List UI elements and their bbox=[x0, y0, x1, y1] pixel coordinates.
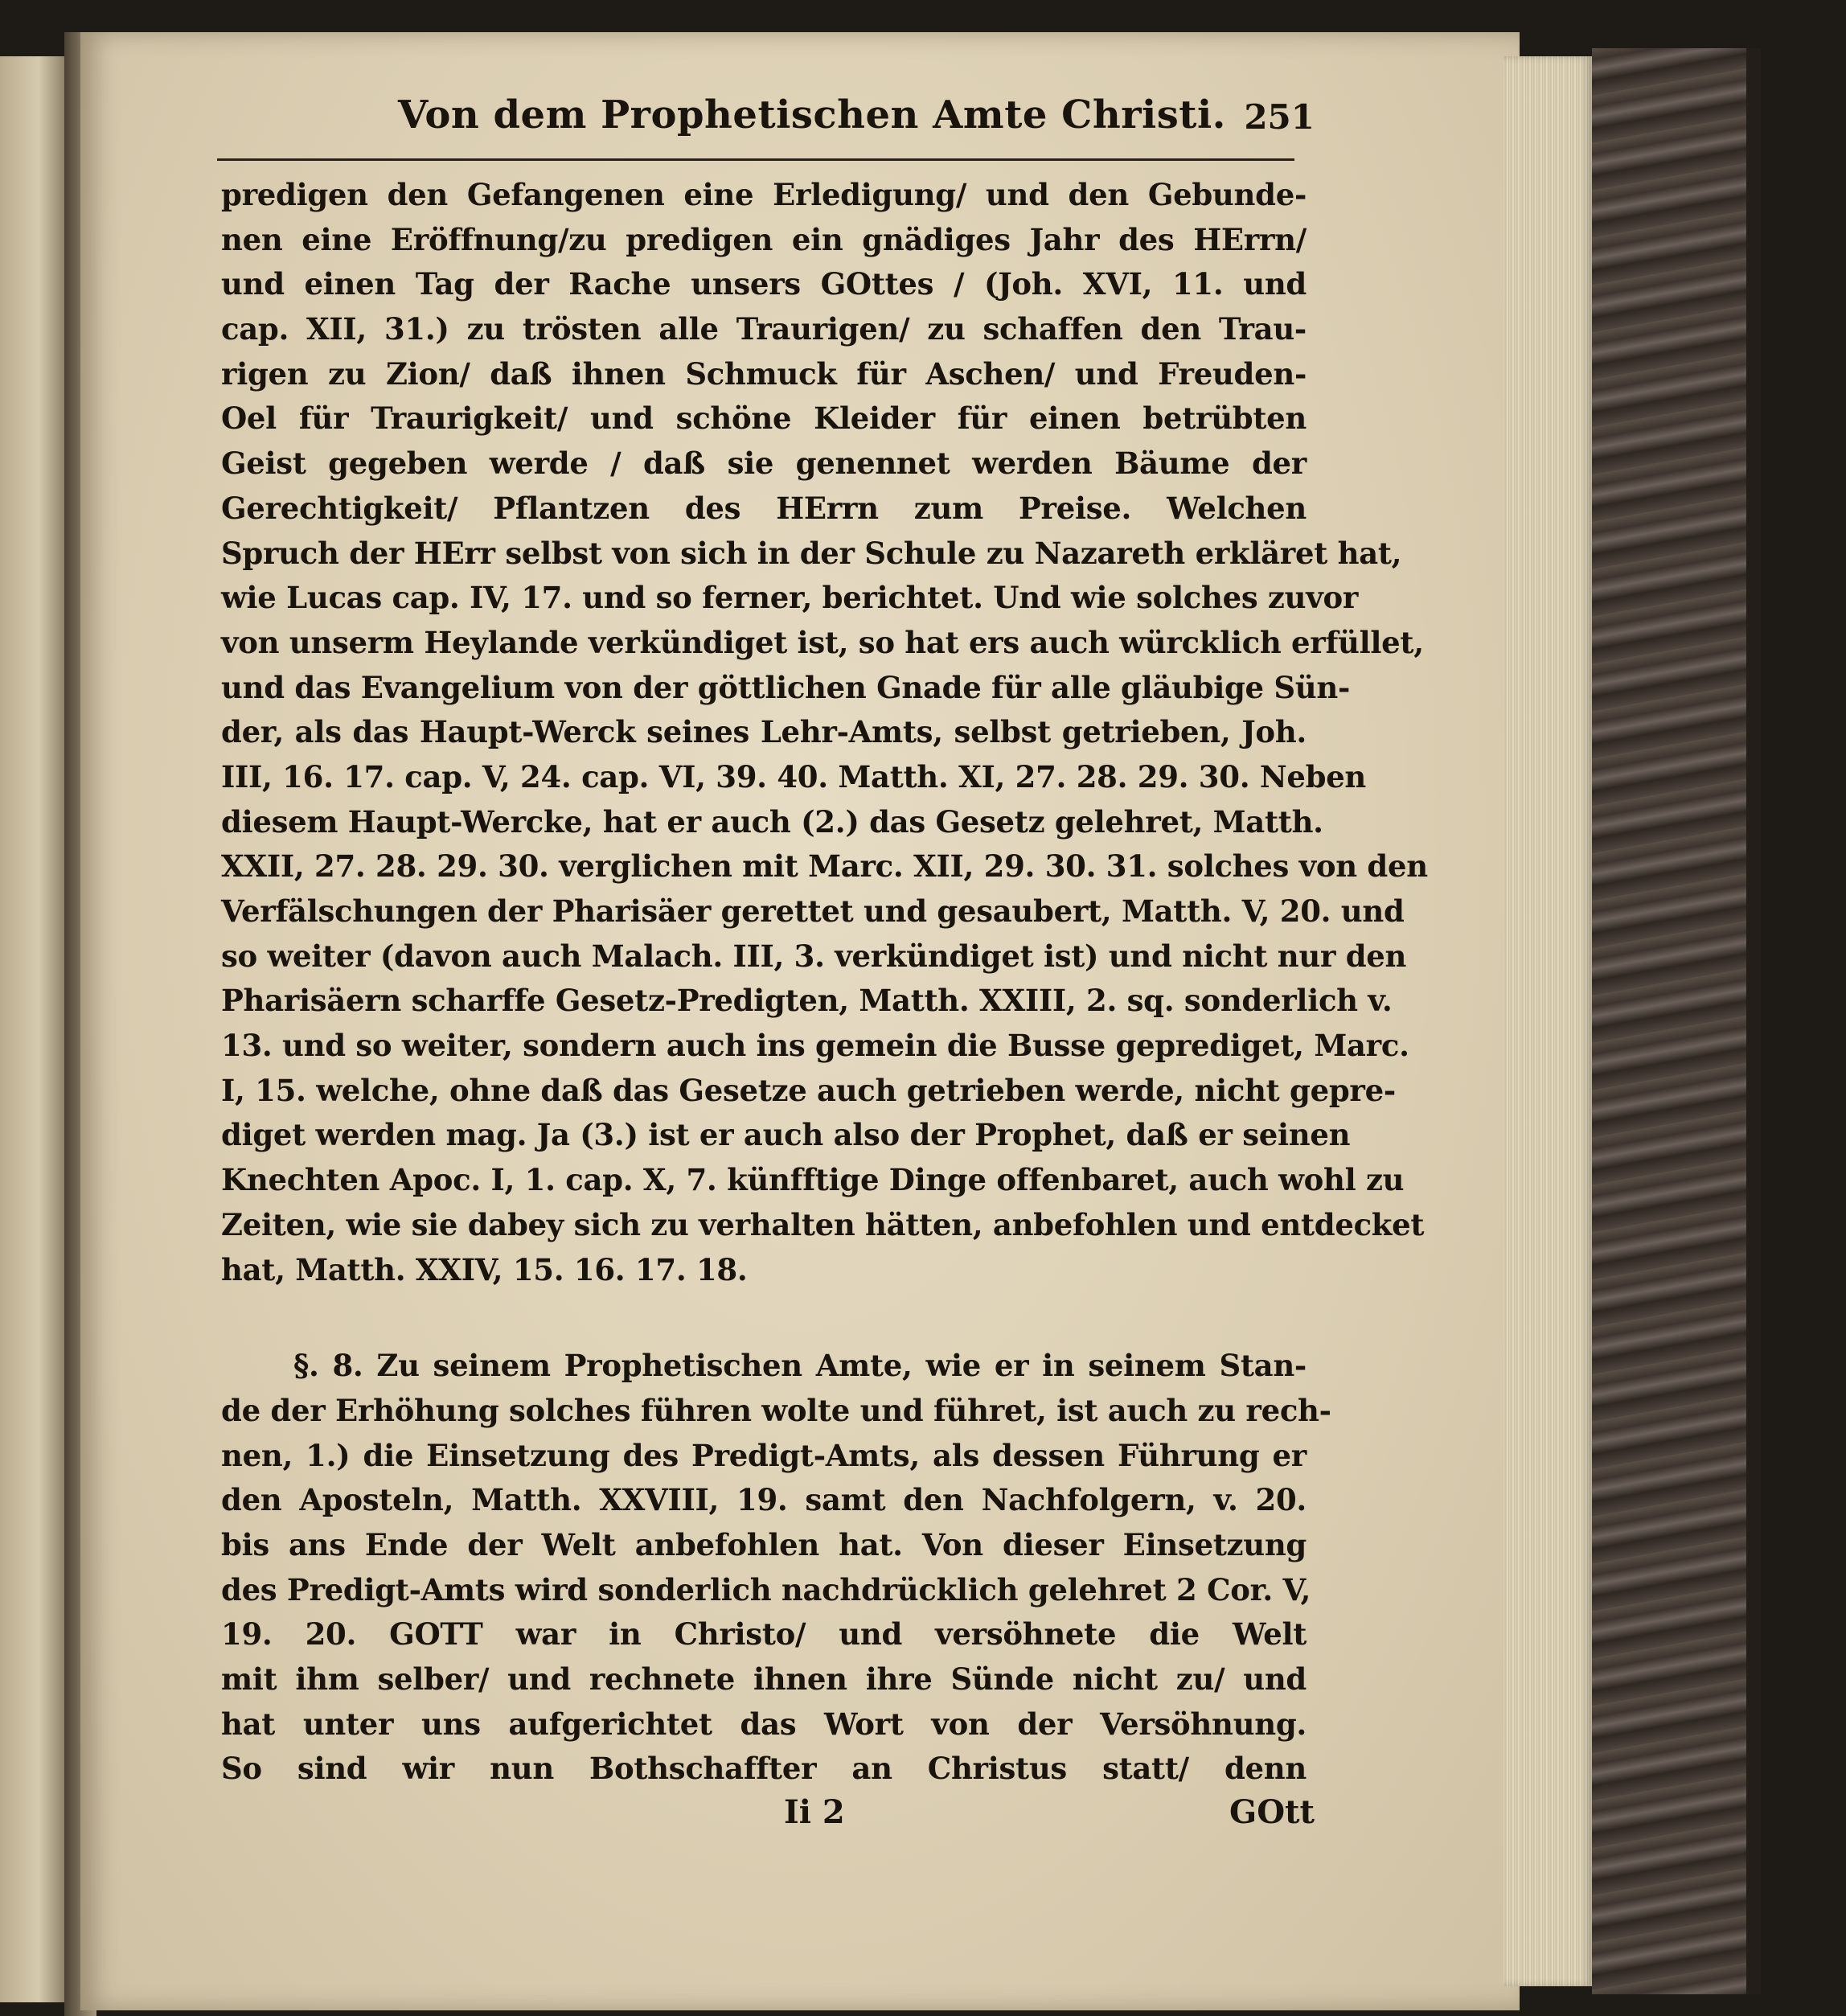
text-line: rigen zu Zion/ daß ihnen Schmuck für Aschen/ und Freuden- bbox=[221, 355, 1307, 392]
previous-page-edge bbox=[0, 56, 64, 2002]
text-line: mit ihm selber/ und rechnete ihnen ihre Sünde nicht zu/ und bbox=[221, 1661, 1307, 1697]
paragraph-1 bbox=[221, 173, 1428, 1292]
text-line: diesem Haupt-Wercke, hat er auch (2.) das Gesetz gelehret, Matth. bbox=[221, 803, 1323, 840]
text-line: Verfälschungen der Pharisäer gerettet und gesaubert, Matth. V, 20. und bbox=[221, 893, 1405, 929]
text-line: Gerechtigkeit/ Pflantzen des HErrn zum Preise. Welchen bbox=[221, 490, 1307, 526]
text-line: bis ans Ende der Welt anbefohlen hat. Von dieser Einsetzung bbox=[221, 1526, 1307, 1562]
page-block-edges bbox=[1503, 56, 1592, 1986]
catchword: GOtt bbox=[1229, 1793, 1315, 1832]
text-line: hat, Matth. XXIV, 15. 16. 17. 18. bbox=[221, 1251, 748, 1287]
text-line: und einen Tag der Rache unsers GOttes / (Joh. XVI, 11. und bbox=[221, 266, 1307, 302]
text-line: nen, 1.) die Einsetzung des Predigt-Amts, als dessen Führung er bbox=[221, 1437, 1307, 1473]
page-footer bbox=[221, 1793, 1315, 1841]
book-cover bbox=[1592, 48, 1761, 1994]
text-line: cap. XII, 31.) zu trösten alle Traurigen/ zu schaffen den Trau- bbox=[221, 311, 1307, 347]
text-line: Zeiten, wie sie dabey sich zu verhalten hätten, anbefohlen und entdecket bbox=[221, 1206, 1425, 1242]
text-line: Pharisäern scharffe Gesetz-Predigten, Matth. XXIII, 2. sq. sonderlich v. bbox=[221, 983, 1393, 1019]
text-line: Knechten Apoc. I, 1. cap. X, 7. künfftige Dinge offenbaret, auch wohl zu bbox=[221, 1162, 1405, 1198]
header-rule bbox=[217, 158, 1294, 161]
paragraph-2 bbox=[221, 1344, 1331, 1792]
text-line: I, 15. welche, ohne daß das Gesetze auch getrieben werde, nicht gepre- bbox=[221, 1072, 1396, 1108]
text-line: Spruch der HErr selbst von sich in der Schule zu Nazareth erkläret hat, bbox=[221, 535, 1402, 571]
text-line: Geist gegeben werde / daß sie genennet werden Bäume der bbox=[221, 445, 1307, 482]
text-line: XXII, 27. 28. 29. 30. verglichen mit Marc. XII, 29. 30. 31. solches von den bbox=[221, 848, 1428, 885]
text-line: der, als das Haupt-Werck seines Lehr-Amts, selbst getrieben, Joh. bbox=[221, 714, 1307, 750]
text-line: 19. 20. GOTT war in Christo/ und versöhnete die Welt bbox=[221, 1616, 1307, 1653]
text-line: so weiter (davon auch Malach. III, 3. verkündiget ist) und nicht nur den bbox=[221, 938, 1407, 974]
text-line: de der Erhöhung solches führen wolte und führet, ist auch zu rech- bbox=[221, 1392, 1331, 1428]
text-line: predigen den Gefangenen eine Erledigung/ und den Gebunde- bbox=[221, 177, 1307, 212]
text-line: Oel für Traurigkeit/ und schöne Kleider für einen betrübten bbox=[221, 400, 1307, 437]
running-title: Von dem Prophetischen Amte Christi. bbox=[398, 92, 1226, 138]
text-line: den Aposteln, Matth. XXVIII, 19. samt den Nachfolgern, v. 20. bbox=[221, 1482, 1307, 1518]
page-text bbox=[221, 92, 1428, 1841]
paragraph-gap bbox=[221, 1292, 1307, 1337]
text-line: diget werden mag. Ja (3.) ist er auch also der Prophet, daß er seinen bbox=[221, 1117, 1351, 1153]
text-line: 13. und so weiter, sondern auch ins gemein die Busse geprediget, Marc. bbox=[221, 1028, 1409, 1064]
signature-mark: Ii 2 bbox=[784, 1793, 845, 1832]
text-line: hat unter uns aufgerichtet das Wort von der Versöhnung. bbox=[221, 1706, 1307, 1742]
text-line: von unserm Heylande verkündiget ist, so hat ers auch würcklich erfüllet, bbox=[221, 624, 1424, 660]
page-number: 251 bbox=[1244, 97, 1315, 137]
section-heading-line: §. 8. Zu seinem Prophetischen Amte, wie er in seinem Stan- bbox=[293, 1348, 1307, 1384]
text-line: und das Evangelium von der göttlichen Gnade für alle gläubige Sün- bbox=[221, 669, 1351, 705]
text-line: wie Lucas cap. IV, 17. und so ferner, berichtet. Und wie solches zuvor bbox=[221, 580, 1359, 616]
text-line: des Predigt-Amts wird sonderlich nachdrücklich gelehret 2 Cor. V, bbox=[221, 1571, 1311, 1607]
text-line: nen eine Eröffnung/zu predigen ein gnädiges Jahr des HErrn/ bbox=[221, 221, 1307, 257]
text-line: III, 16. 17. cap. V, 24. cap. VI, 39. 40. Matth. XI, 27. 28. 29. 30. Neben bbox=[221, 758, 1367, 794]
text-line: So sind wir nun Bothschaffter an Christus statt/ denn bbox=[221, 1751, 1307, 1787]
page-header bbox=[221, 92, 1315, 166]
